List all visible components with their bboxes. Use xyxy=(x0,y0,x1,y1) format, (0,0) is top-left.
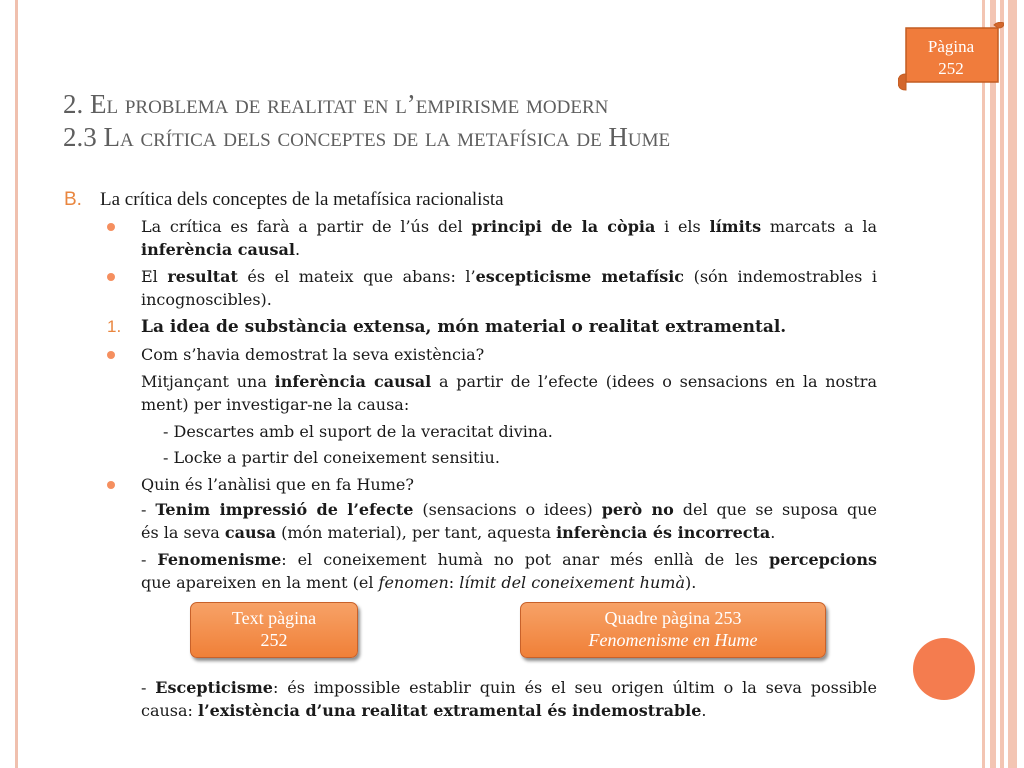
bullet-4-p1-line-2: és la seva causa (món material), per tant, aquesta inferència és incorrecta. xyxy=(141,523,776,542)
bullet-4-p2-line-2: que apareixen en la ment (el fenomen: límit del coneixement humà). xyxy=(141,573,697,592)
section-heading: La crítica dels conceptes de la metafísica racionalista xyxy=(100,189,504,210)
quadre-button-line-2: Fenomenisme en Hume xyxy=(588,630,758,650)
bullet-1-line-1: La crítica es farà a partir de l’ús del principi de la còpia i els límits marcats a la xyxy=(141,217,878,236)
page-badge-number: 252 xyxy=(938,59,964,78)
bullet-3-question: Com s’havia demostrat la seva existència? xyxy=(141,345,485,364)
slide-title xyxy=(63,88,893,154)
quadre-button-line-1: Quadre pàgina 253 xyxy=(604,608,742,628)
bullet-4-p2-line-1: - Fenomenisme: el coneixement humà no pot anar més enllà de les percepcions xyxy=(141,550,877,569)
decorative-circle xyxy=(913,638,975,700)
bullet-4-p3-line-2: causa: l’existència d’una realitat extramental és indemostrable. xyxy=(141,701,707,720)
bullet-3-line-1: Mitjançant una inferència causal a partir de l’efecte (idees o sensacions en la nostra xyxy=(141,372,877,391)
page-number-badge xyxy=(898,22,1002,90)
bullet-1-line-2: inferència causal. xyxy=(141,240,301,259)
bullet-4-p1-line-1: - Tenim impressió de l’efecte (sensacions o idees) però no del que se suposa que xyxy=(141,500,878,519)
bullet-icon xyxy=(107,351,115,359)
bullet-3-line-2: ment) per investigar-ne la causa: xyxy=(141,395,410,414)
left-border-line xyxy=(15,0,18,768)
page-badge-label: Pàgina xyxy=(927,37,975,56)
bullet-icon xyxy=(107,481,115,489)
text-page-252-button[interactable] xyxy=(190,602,358,658)
section-marker: B. xyxy=(64,189,82,210)
right-stripe xyxy=(990,0,996,768)
bullet-2-line-1: El resultat és el mateix que abans: l’escepticisme metafísic (són indemostrables i xyxy=(141,267,877,286)
bullet-2-line-2: incognoscibles). xyxy=(141,290,272,309)
bullet-3-descartes: - Descartes amb el suport de la veracitat divina. xyxy=(163,422,553,441)
numbered-item-text: La idea de substància extensa, món material o realitat extramental. xyxy=(141,317,787,337)
numbered-marker: 1. xyxy=(107,317,122,336)
quadre-page-253-button[interactable] xyxy=(520,602,826,658)
right-stripe xyxy=(1000,0,1004,768)
bullet-icon xyxy=(107,273,115,281)
bullet-icon xyxy=(107,223,115,231)
bullet-4-p3-line-1: - Escepticisme: és impossible establir quin és el seu origen últim o la seva possible xyxy=(141,678,877,697)
text-button-line-2: 252 xyxy=(260,630,288,650)
right-stripe xyxy=(1008,0,1017,768)
title-line-1: 2. El problema de realitat en l’empirisme modern xyxy=(63,89,609,119)
bullet-3-locke: - Locke a partir del coneixement sensitiu. xyxy=(163,448,500,467)
bullet-4-question: Quin és l’anàlisi que en fa Hume? xyxy=(141,475,414,494)
text-button-line-1: Text pàgina xyxy=(231,608,317,628)
title-line-2: 2.3 La crítica dels conceptes de la metafísica de Hume xyxy=(63,122,671,152)
right-stripe xyxy=(982,0,985,768)
